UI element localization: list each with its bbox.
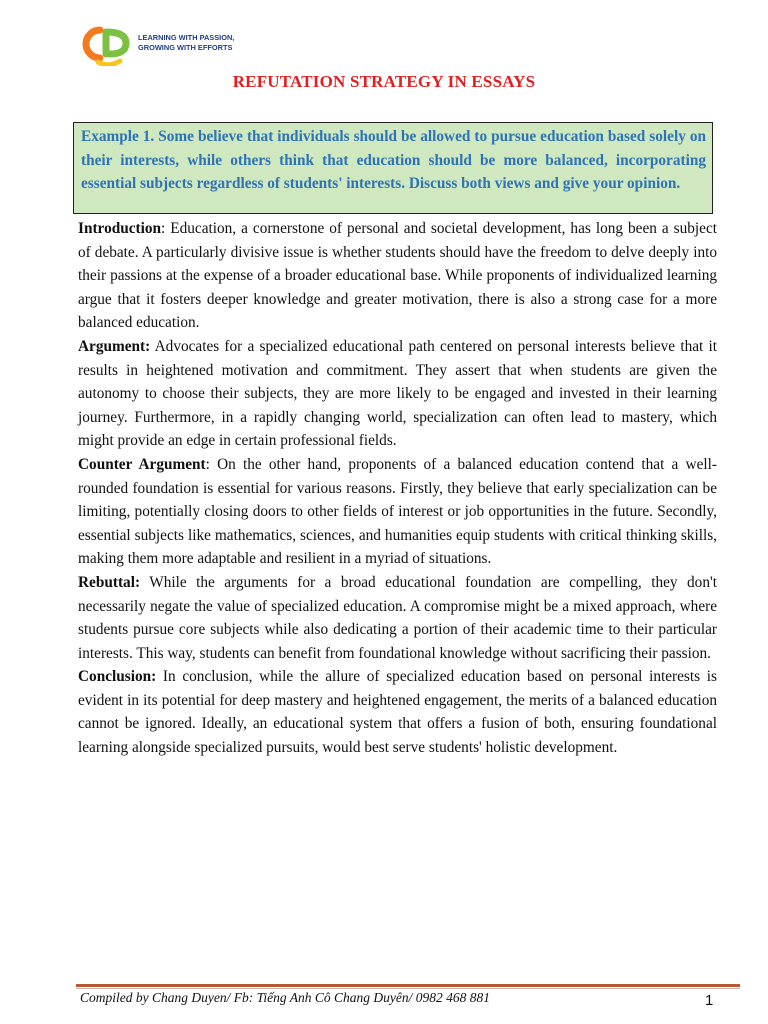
cd-logo-icon (80, 24, 134, 66)
section-counter-argument (78, 453, 717, 571)
section-argument (78, 335, 717, 453)
section-separator: : (161, 220, 166, 237)
section-introduction (78, 217, 717, 335)
section-label: Introduction (78, 220, 162, 237)
section-label: Rebuttal: (78, 573, 141, 591)
section-text: Advocates for a specialized educational path centered on personal interests believe that it results in heightened motivation and commitment. They assert that when students are given the autonomy to choose their subjects, they are more likely to be engaged and invested in their learning journey. Furthermore, in a rapidly changing world, specialization can often lead to mastery, which might provide an edge in certain professional fields. (78, 337, 717, 450)
section-label: Counter Argument (78, 455, 206, 473)
section-rebuttal (78, 571, 717, 665)
tagline-line-1: LEARNING WITH PASSION, (138, 33, 235, 42)
section-label: Conclusion: (78, 668, 157, 686)
section-text: Education, a cornerstone of personal and societal development, has long been a subject of debate. A particularly divisive issue is whether students should have the freedom to delve deeply into their passions at the expense of a broader educational base. While proponents of individualized learning argue that it fosters deeper knowledge and greater motivation, there is also a strong case for a more balanced education. (78, 220, 717, 332)
section-separator: : (205, 455, 210, 473)
tagline-line-2: GROWING WITH EFFORTS (138, 42, 233, 52)
page-title: REFUTATION STRATEGY IN ESSAYS (232, 72, 536, 91)
header (80, 20, 380, 68)
section-text: In conclusion, while the allure of specialized education based on personal interests is evident in its potential for deep mastery and heightened engagement, the merits of a balanced education cannot be ignored. Ideally, an educational system that offers a fusion of both, ensuring foundational learning alongside specialized pursuits, would best serve students' holistic development. (78, 668, 717, 757)
section-text: While the arguments for a broad educational foundation are compelling, they don't necessarily negate the value of specialized education. A compromise might be a mixed approach, where students pursue core subjects while also dedicating a portion of their academic time to their particular interests. This way, students can benefit from foundational knowledge without sacrificing their passion. (78, 573, 717, 662)
question-text: Example 1. Some believe that individuals should be allowed to pursue education based solely on their interests, while others think that education should be more balanced, incorporating essential subjects regardless of students' interests. Discuss both views and give your opinion. (81, 128, 706, 192)
footer-rule-thin (76, 988, 740, 989)
question-box (73, 122, 713, 214)
footer-credit: Compiled by Chang Duyen/ Fb: Tiếng Anh Cô Chang Duyên/ 0982 468 881 (80, 990, 490, 1005)
section-text: On the other hand, proponents of a balanced education contend that a well-rounded foundation is essential for various reasons. Firstly, they believe that early specialization can be limiting, potentially closing doors to other fields of interest or job opportunities in the future. Secondly, essential subjects like mathematics, sciences, and humanities equip students with critical thinking skills, making them more adaptable and resilient in a myriad of situations. (78, 455, 717, 568)
essay-body (78, 217, 717, 760)
section-conclusion (78, 665, 717, 759)
logo-tagline (138, 33, 234, 52)
page-number: 1 (705, 992, 714, 1009)
section-label: Argument: (78, 337, 151, 355)
footer-rule (76, 984, 740, 987)
